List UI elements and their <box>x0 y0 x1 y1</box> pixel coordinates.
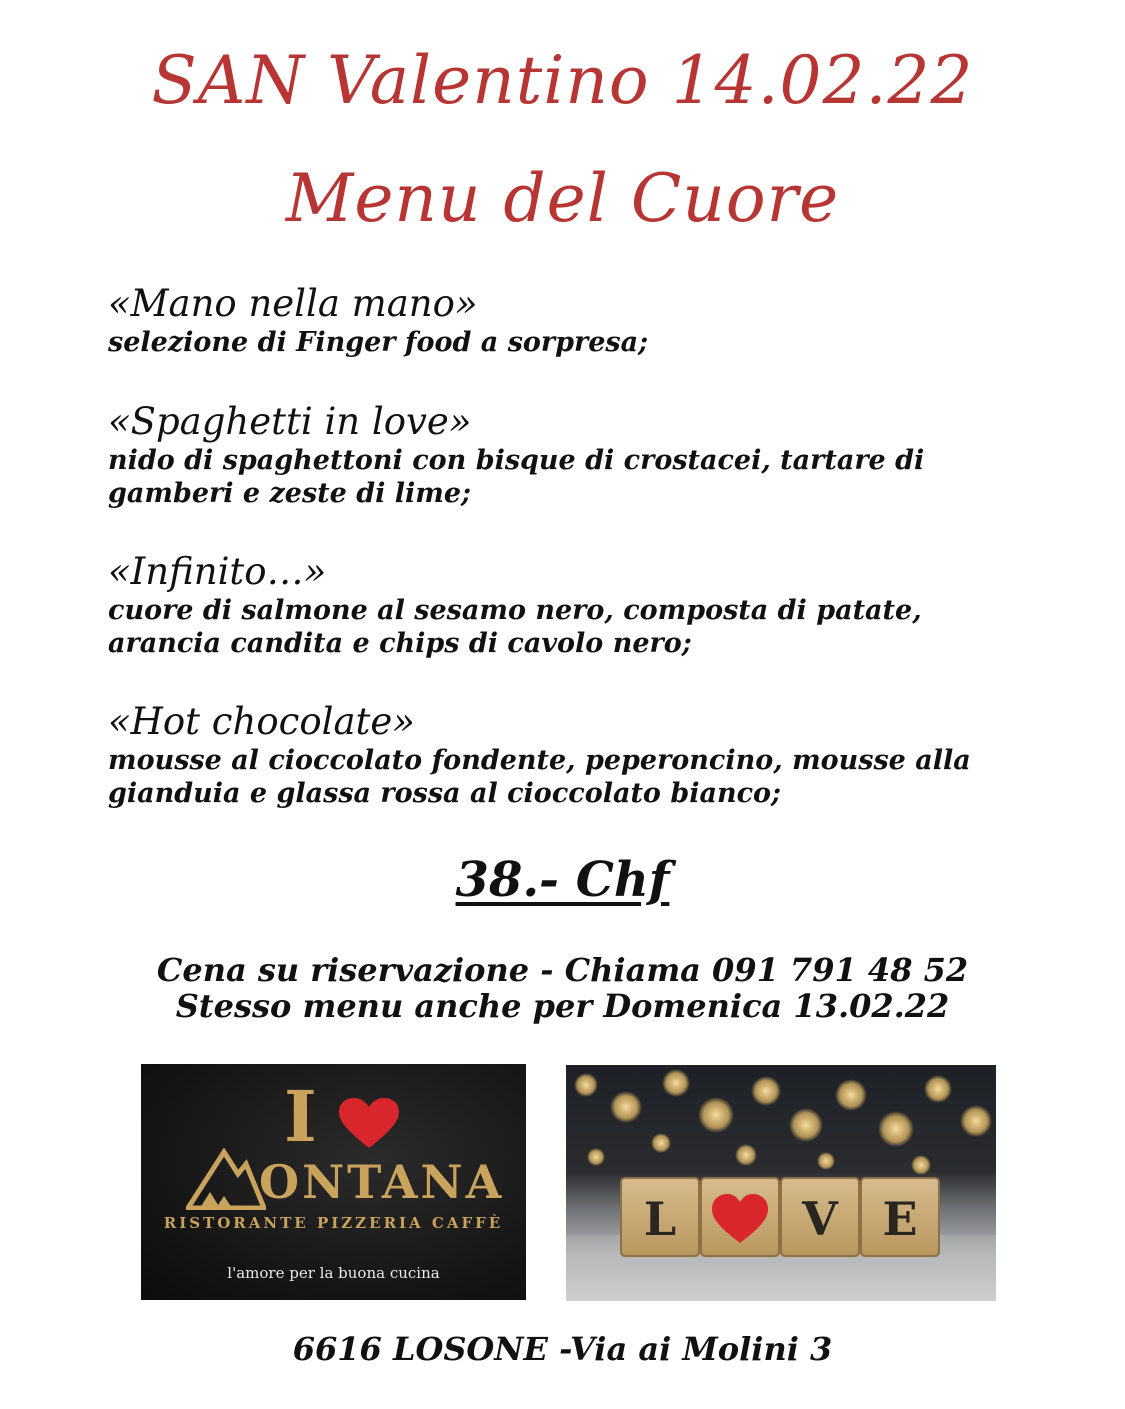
restaurant-address: 6616 LOSONE -Via ai Molini 3 <box>292 1330 833 1368</box>
logo-letter: I <box>284 1075 317 1158</box>
logo-tagline: l'amore per la buona cucina <box>227 1264 440 1282</box>
reservation-line: Cena su riservazione - Chiama 091 791 48 52 <box>156 951 969 989</box>
course-name: «Hot chocolate» <box>108 700 415 743</box>
sunday-note: Stesso menu anche per Domenica 13.02.22 <box>175 987 950 1025</box>
course-item <box>108 282 1008 359</box>
menu-price <box>0 852 1125 908</box>
tile-letter: L <box>643 1192 677 1246</box>
letter-tile <box>861 1178 939 1256</box>
menu-title: Menu del Cuore <box>285 160 840 237</box>
heart-tile <box>701 1178 779 1256</box>
course-name: «Spaghetti in love» <box>108 400 472 443</box>
mountain-icon <box>186 1148 266 1210</box>
course-item <box>108 700 1008 810</box>
price-text: 38.- Chf <box>455 852 670 908</box>
letter-tile <box>621 1178 699 1256</box>
heart-icon <box>339 1098 399 1150</box>
love-photo-illustration <box>566 1065 996 1301</box>
reservation-info <box>0 952 1125 1024</box>
tile-letter: E <box>882 1192 918 1246</box>
event-title: SAN Valentino 14.02.22 <box>151 42 974 119</box>
course-name: «Infinito…» <box>108 550 327 593</box>
course-name: «Mano nella mano» <box>108 282 478 325</box>
course-item <box>108 400 1008 510</box>
logo-subtitle: RISTORANTE PIZZERIA CAFFÈ <box>163 1214 504 1232</box>
letter-tile <box>781 1178 859 1256</box>
course-description: selezione di Finger food a sorpresa; <box>108 327 649 358</box>
love-photo <box>566 1065 996 1301</box>
course-item <box>108 550 1008 660</box>
bokeh-lights <box>574 1069 992 1175</box>
course-description: gamberi e zeste di lime; <box>108 478 471 509</box>
tile-letter: V <box>802 1192 838 1246</box>
course-description: cuore di salmone al sesamo nero, composta di patate, <box>108 595 922 626</box>
logo-name: ONTANA <box>259 1155 505 1209</box>
course-description: mousse al cioccolato fondente, peperoncino, mousse alla <box>108 745 971 776</box>
course-description: gianduia e glassa rossa al cioccolato bianco; <box>108 778 782 809</box>
course-description: arancia candita e chips di cavolo nero; <box>108 628 692 659</box>
restaurant-logo <box>141 1064 526 1300</box>
course-description: nido di spaghettoni con bisque di crostacei, tartare di <box>108 445 925 476</box>
